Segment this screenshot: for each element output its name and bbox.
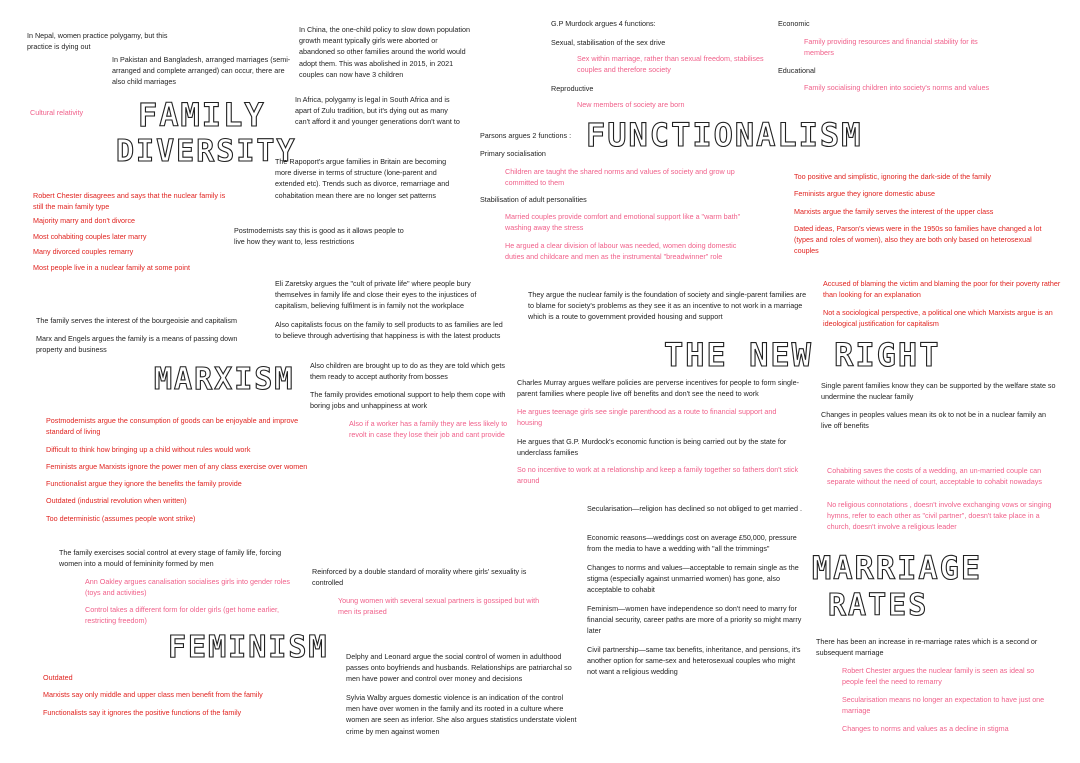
primary-socialisation: Primary socialisation (480, 149, 546, 158)
marxism-criticism-4: Functionalist argue they ignore the benefits the family provide (46, 479, 242, 488)
teenage-note: He argues teenage girls see single parenthood as a route to financial support and housing (517, 407, 777, 428)
economic-function-note: Family providing resources and financial stability for its members (804, 37, 978, 58)
oakley-note: Ann Oakley argues canalisation socialises girls into gender roles (toys and activities) (85, 577, 290, 598)
marxism-criticism-5: Outdated (industrial revolution when written) (46, 496, 187, 505)
stabilisation-function: Stabilisation of adult personalities (480, 195, 587, 204)
feminism-criticism-1: Outdated (43, 673, 73, 682)
nepal-note: In Nepal, women practice polygamy, but this practice is dying out (27, 31, 168, 52)
postmodernists-note: Postmodernists say this is good as it allows people to live how they want to, less restrictions (234, 226, 404, 247)
delphy-leonard-note: Delphy and Leonard argue the social control of women in adulthood passes onto boyfriends and husbands. Relationships are patriarchal so men have power and control over money and decisions (346, 652, 572, 684)
educational-function-note: Family socialising children into society's norms and values (804, 83, 990, 92)
murdock-note: G.P Murdock argues 4 functions: (551, 19, 656, 28)
norms-values-note: Changes to norms and values—acceptable to remain single as the stigma (especially against unmarried women) has gone, also acceptable to cohabit (587, 563, 799, 595)
older-girls-note: Control takes a different form for older girls (get home earlier, restricting freedom) (85, 605, 280, 626)
chester-note: Robert Chester disagrees and says that the nuclear family is still the main family type (33, 191, 226, 212)
murray-note: Charles Murray argues welfare policies are perverse incentives for people to form single-parent families where people live off benefits and don't see the need to work (517, 378, 800, 399)
remarriage-note: There has been an increase in re-marriage rates which is a second or subsequent marriage (816, 637, 1038, 658)
zaretsky-note: Eli Zaretsky argues the "cult of private life" where people bury themselves in family life and close their eyes to the injustices of capitalism, believing fulfilment is in family not the workplace (275, 279, 477, 311)
marxism-heading: MARXISM (154, 362, 295, 397)
family-heading-line1: FAMILY (138, 96, 266, 134)
new-right-argument: They argue the nuclear family is the foundation of society and single-parent families are to blame for society's problems as they see it as an incentive to not work in a marriage which is a route to government provided housing and support (528, 290, 807, 322)
pakistan-note: In Pakistan and Bangladesh, arranged marriages (semi-arranged and complete arranged) can occur, there are also child marriages (112, 55, 291, 87)
marxism-criticism-2: Difficult to think how bringing up a child without rules would work (46, 445, 251, 454)
sexual-function: Sexual, stabilisation of the sex drive (551, 38, 666, 47)
marxism-criticism-1: Postmodernists argue the consumption of goods can be enjoyable and improve standard of living (46, 416, 299, 437)
double-standard-note: Reinforced by a double standard of morality where girls' sexuality is controlled (312, 567, 527, 588)
diversity-criticism-3: Many divorced couples remarry (33, 247, 134, 256)
division-of-labour-note: He argued a clear division of labour was needed, women doing domestic duties and childcare and men as the instrumental "breadwinner" role (505, 241, 737, 262)
functionalism-heading: FUNCTIONALISM (586, 116, 863, 154)
parsons-note: Parsons argues 2 functions : (480, 131, 572, 140)
marxism-criticism-6: Too deterministic (assumes people wont strike) (46, 514, 196, 523)
feminism-criticism-2: Marxists say only middle and upper class men benefit from the family (43, 690, 263, 699)
capitalists-note: Also capitalists focus on the family to sell products to as families are led to believe through advertising that happiness is with the latest products (275, 320, 503, 341)
functionalism-criticism-3: Marxists argue the family serves the interest of the upper class (794, 207, 994, 216)
feminism-reason-note: Feminism—women have independence so don't need to marry for financial security, career paths are more of a priority so might marry later (587, 604, 802, 636)
feminism-criticism-3: Functionalists say it ignores the positive functions of the family (43, 708, 242, 717)
no-religious-note: No religious connotations , doesn't involve exchanging vows or singing hymns, refer to each other as "civil partner", doesn't take place in a church, doesn't involve a religious leader (827, 500, 1052, 532)
diversity-criticism-4: Most people live in a nuclear family at some point (33, 263, 191, 272)
economic-reasons-note: Economic reasons—weddings cost on average £50,000, pressure from the media to have a wedding with "all the trimmings" (587, 533, 797, 554)
marxism-criticism-3: Feminists argue Marxists ignore the power men of any class exercise over women (46, 462, 308, 471)
secularisation-remarriage-note: Secularisation means no longer an expectation to have just one marriage (842, 695, 1045, 716)
new-right-heading: THE NEW RIGHT (664, 336, 941, 374)
rapoports-note: The Rapoport's argue families in Britain are becoming more diverse in terms of structure (lone-parent and extended etc). Trends such as divorce, remarriage and cohabitation mean there are no longer set patterns (275, 157, 450, 200)
new-right-criticism-2: Not a sociological perspective, a political one which Marxists argue is an ideological justification for capitalism (823, 308, 1053, 329)
marriage-heading-line1: MARRIAGE (812, 549, 983, 587)
worker-note: Also if a worker has a family they are less likely to revolt in case they lose their job and cant provide (349, 419, 508, 440)
diversity-criticism-2: Most cohabiting couples later marry (33, 232, 147, 241)
civil-partnership-note: Civil partnership—same tax benefits, inheritance, and pensions, it's another option for same-sex and heterosexual couples who might not want a religious wedding (587, 645, 801, 677)
cohabiting-note: Cohabiting saves the costs of a wedding, an un-married couple can separate without the need of court, acceptable to cohabit nowadays (827, 466, 1042, 487)
cultural-relativity-note: Cultural relativity (30, 108, 84, 117)
economic-function: Economic (778, 19, 810, 28)
changes-values-note: Changes in peoples values mean its ok to not be in a nuclear family an live off benefits (821, 410, 1046, 431)
educational-function: Educational (778, 66, 816, 75)
reproductive-function-note: New members of society are born (577, 100, 685, 109)
stabilisation-note: Married couples provide comfort and emotional support like a "warm bath" washing away the stress (505, 212, 741, 233)
sexual-function-note: Sex within marriage, rather than sexual freedom, stabilises couples and therefore society (577, 54, 764, 75)
functionalism-criticism-1: Too positive and simplistic, ignoring the dark-side of the family (794, 172, 991, 181)
children-note: Also children are brought up to do as they are told which gets them ready to accept authority from bosses (310, 361, 505, 382)
single-parent-note: Single parent families know they can be supported by the welfare state so undermine the nuclear family (821, 381, 1056, 402)
bourgeoisie-note: The family serves the interest of the bourgeoisie and capitalism (36, 316, 237, 325)
functionalism-criticism-4: Dated ideas, Parson's views were in the 1950s so families have changed a lot (types and roles of women), also they are both only based on heterosexual couples (794, 224, 1042, 256)
stigma-note: Changes to norms and values as a decline in stigma (842, 724, 1009, 733)
secularisation-note: Secularisation—religion has declined so not obliged to get married . (587, 504, 802, 513)
china-note: In China, the one-child policy to slow down population growth meant typically girls were aborted or abandoned so other families around the world would adopt them. This was abolished in 2015, in 2021 couples can now have 3 children (299, 25, 471, 79)
emotional-support-note: The family provides emotional support to help them cope with boring jobs and unhappiness at work (310, 390, 506, 411)
no-incentive-note: So no incentive to work at a relationship and keep a family together so fathers don't stick around (517, 465, 799, 486)
reproductive-function: Reproductive (551, 84, 594, 93)
engels-note: Marx and Engels argues the family is a means of passing down property and business (36, 334, 238, 355)
new-right-criticism-1: Accused of blaming the victim and blaming the poor for their poverty rather than looking for an explanation (823, 279, 1061, 300)
young-women-note: Young women with several sexual partners is gossiped but with men its praised (338, 596, 540, 617)
family-heading-line2: DIVERSITY (116, 134, 297, 169)
economic-function-state-note: He argues that G.P. Murdock's economic function is being carried out by the state for underclass families (517, 437, 787, 458)
primary-socialisation-note: Children are taught the shared norms and values of society and grow up committed to them (505, 167, 735, 188)
functionalism-criticism-2: Feminists argue they ignore domestic abuse (794, 189, 936, 198)
chester-remarriage-note: Robert Chester argues the nuclear family is seen as ideal so people feel the need to remarry (842, 666, 1035, 687)
feminism-heading: FEMINISM (168, 630, 329, 665)
social-control-note: The family exercises social control at every stage of family life, forcing women into a mould of femininity formed by men (59, 548, 282, 569)
marriage-heading-line2: RATES (828, 588, 929, 623)
diversity-criticism-1: Majority marry and don't divorce (33, 216, 136, 225)
walby-note: Sylvia Walby argues domestic violence is an indication of the control men have over women in the family and its rooted in a culture where women are seen as inferior. She also argues statistics understate violent crime by men against women (346, 693, 577, 736)
africa-note: In Africa, polygamy is legal in South Africa and is apart of Zulu tradition, but it's dying out as many can't afford it and younger generations don't want to (295, 95, 460, 127)
